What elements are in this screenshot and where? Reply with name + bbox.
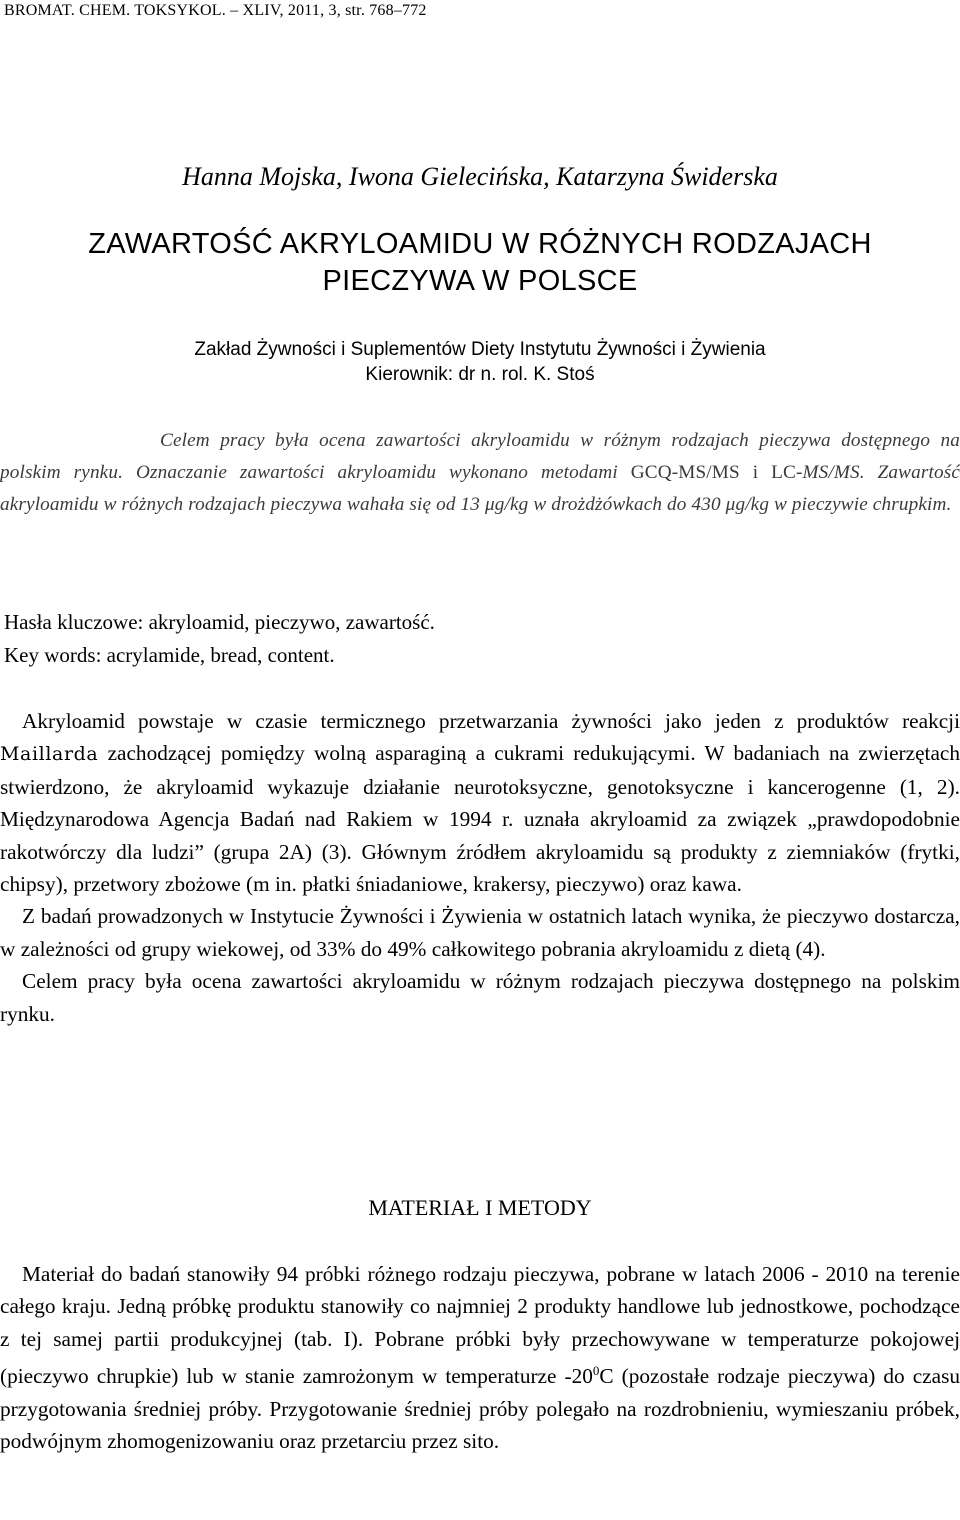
running-head: BROMAT. CHEM. TOKSYKOL. – XLIV, 2011, 3, str. 768–772 (4, 2, 427, 19)
methods-p1-a: Materiał do badań stanowiły 94 próbki różnego rodzaju pieczywa, pobrane w latach 2006 - 2010 na terenie całego kraju. Jedną próbkę produktu stanowiły co najmniej 2 produkty handlowe lub jednostkowe, pochodzące z tej samej partii produkcyjnej (tab. I). Pobrane próbki były przechowywane w temperaturze pokojowej (pieczywo chrupkie) lub w stanie zamrożonym w temperaturze -20 (0, 1262, 960, 1389)
introduction (0, 705, 960, 1030)
head-of-department: Kierownik: dr n. rol. K. Stoś (365, 364, 595, 385)
methods-paragraph-1 (0, 1258, 960, 1457)
abstract-methods-italic: MS/MS (802, 462, 860, 483)
maillard-term: Maillarda (0, 743, 99, 766)
intro-p1-b: zachodzącej pomiędzy wolną asparaginą a cukrami redukującymi. W badaniach na zwierzętach stwierdzono, że akryloamid wykazuje działanie neurotoksyczne, genotoksyczne i kancerogenne (1, 2). Międzynarodowa Agencja Badań nad Rakiem w 1994 r. uznała akryloamid za związek „prawdopodobnie rakotwórczy dla ludzi” (grupa 2A) (3). Głównym źródłem akryloamidu są produkty z ziemniaków (frytki, chipsy), przetwory zbożowe (m in. płatki śniadaniowe, krakersy, pieczywo) oraz kawa. (0, 741, 960, 897)
intro-p1-a: Akryloamid powstaje w czasie termicznego przetwarzania żywności jako jeden z produktów reakcji (22, 709, 960, 733)
abstract-part-2: . Zawartość akryloamidu w różnych rodzajach pieczywa wahała się od 13 μg/kg w drożdżówkach do 430 μg/kg w pieczywie chrupkim. (0, 462, 960, 515)
section-heading: MATERIAŁ I METODY (368, 1195, 592, 1220)
institute-name: Zakład Żywności i Suplementów Diety Instytutu Żywności i Żywienia (194, 339, 766, 360)
keywords-polish: Hasła kluczowe: akryloamid, pieczywo, zawartość. (4, 610, 435, 634)
title-line-2: PIECZYWA W POLSCE (322, 265, 638, 297)
methods-p1-b: C (pozostałe rodzaje pieczywa) do czasu przygotowania średniej próby. Przygotowanie średniej próby polegało na rozdrobnieniu, wymieszaniu próbek, podwójnym zhomogenizowaniu oraz przetarciu przez sito. (0, 1364, 960, 1454)
authors: Hanna Mojska, Iwona Gielecińska, Katarzyna Świderska (182, 162, 778, 191)
degree-superscript: 0 (592, 1363, 600, 1379)
abstract-methods-upright: GCQ-MS/MS i LC- (630, 462, 803, 483)
keywords-english: Key words: acrylamide, bread, content. (4, 643, 335, 667)
intro-paragraph-2: Z badań prowadzonych w Instytucie Żywności i Żywienia w ostatnich latach wynika, że pieczywo dostarcza, w zależności od grupy wiekowej, od 33% do 49% całkowitego pobrania akryloamidu z dietą (4). (0, 904, 960, 961)
abstract (0, 425, 960, 521)
intro-paragraph-1 (0, 705, 960, 900)
title-line-1: ZAWARTOŚĆ AKRYLOAMIDU W RÓŻNYCH RODZAJACH (88, 228, 872, 260)
affiliation (0, 337, 960, 387)
article-title (0, 226, 960, 300)
methods (0, 1258, 960, 1457)
intro-paragraph-3: Celem pracy była ocena zawartości akryloamidu w różnym rodzajach pieczywa dostępnego na polskim rynku. (0, 969, 960, 1026)
abstract-part-1: Celem pracy była ocena zawartości akryloamidu w różnym rodzajach pieczywa dostępnego na polskim rynku. Oznaczanie zawartości akryloamidu wykonano metodami (0, 430, 960, 483)
